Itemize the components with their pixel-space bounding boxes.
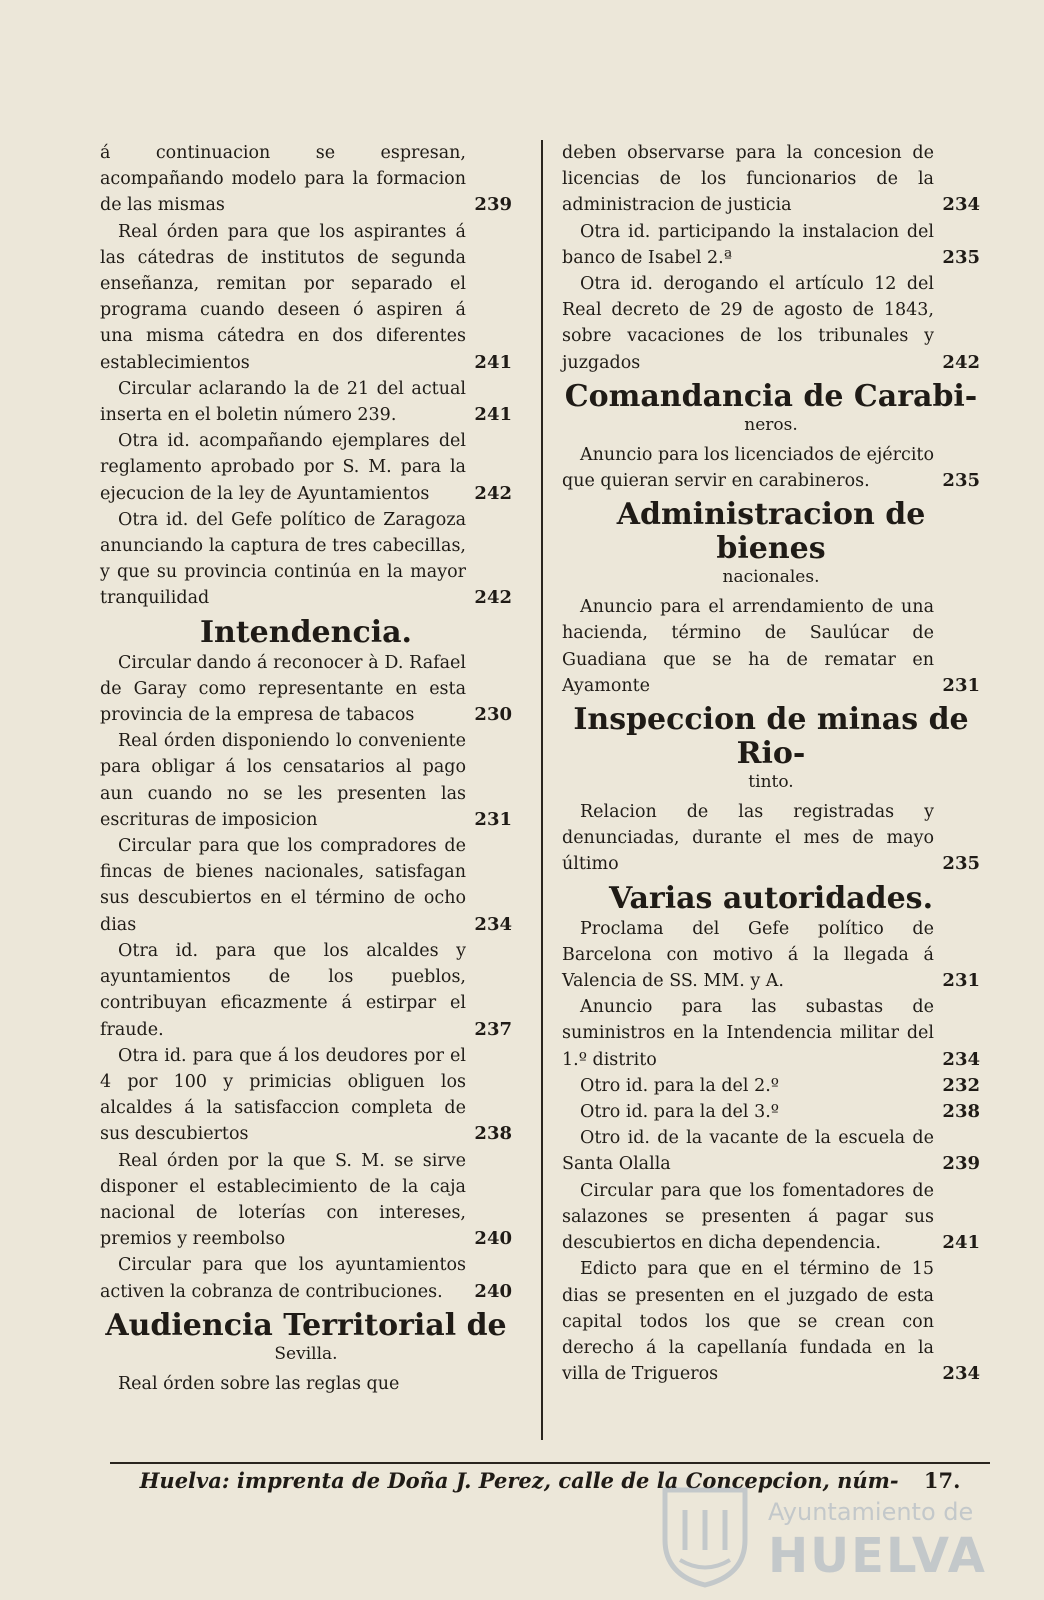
index-entry	[562, 594, 980, 699]
page-reference: 235	[942, 470, 980, 492]
index-entry	[562, 140, 980, 219]
page-reference: 234	[942, 1363, 980, 1385]
page-reference: 240	[474, 1280, 512, 1302]
entry-text: Real órden por la que S. M. se sirve disponer el establecimiento de la caja nacional de loterías con intereses, premios y reembolso	[100, 1150, 466, 1250]
page-reference: 242	[474, 482, 512, 504]
entry-text: Circular para que los compradores de fincas de bienes nacionales, satisfagan sus descubiertos en el término de ocho dias	[100, 836, 466, 935]
page-reference: 242	[942, 351, 980, 373]
index-entry	[562, 799, 980, 878]
left-column	[100, 140, 512, 1397]
page-reference: 241	[474, 404, 512, 426]
page-reference: 231	[942, 970, 980, 992]
section-heading: Varias autoridades.	[608, 880, 934, 916]
page-reference: 231	[942, 674, 980, 696]
index-entry	[562, 1125, 980, 1177]
city-shield-icon	[650, 1480, 760, 1590]
section-heading: Inspeccion de minas de Rio-	[573, 702, 969, 772]
index-entry	[562, 994, 980, 1073]
page-reference: 235	[942, 853, 980, 875]
index-entry	[100, 376, 512, 428]
index-entry	[562, 1099, 980, 1125]
index-entry	[100, 833, 512, 938]
entry-text: Otra id. derogando el artículo 12 del Real decreto de 29 de agosto de 1843, sobre vacaciones de los tribunales y juzgados	[562, 274, 934, 373]
entry-text: Otra id. acompañando ejemplares del reglamento aprobado por S. M. para la ejecucion de la ley de Ayuntamientos	[100, 431, 466, 504]
index-entry	[100, 507, 512, 612]
archive-watermark	[650, 1480, 990, 1590]
entry-text: á continuacion se espresan, acompañando modelo para la formacion de las mismas	[100, 143, 466, 216]
entry-text: Otra id. para que á los deudores por el 4 por 100 y primicias obliguen los alcaldes á la satisfaccion completa de sus descubiertos	[100, 1045, 466, 1145]
entry-text: Otro id. para la del 3.º	[580, 1102, 780, 1123]
entry-text: deben observarse para la concesion de licencias de los funcionarios de la administracion de justicia	[562, 143, 934, 216]
section-subheading: tinto.	[748, 772, 794, 793]
entry-text: Anuncio para los licenciados de ejército que quieran servir en carabineros.	[562, 444, 934, 492]
section-heading: Administracion de bienes	[616, 497, 926, 567]
entry-text: Relacion de las registradas y denunciadas, durante el mes de mayo último	[562, 802, 934, 875]
page-reference: 234	[942, 194, 980, 216]
imprint-text: Huelva: imprenta de Doña J. Perez, calle de la Concepcion, núm-	[139, 1468, 899, 1493]
entry-text: Real órden para que los aspirantes á las cátedras de institutos de segunda enseñanza, remitan por separado el programa cuando deseen ó aspiren á una misma cátedra en dos diferentes establecimientos	[100, 221, 466, 373]
index-entry	[100, 1371, 512, 1397]
page-reference: 239	[474, 194, 512, 216]
index-entry	[100, 650, 512, 729]
page-reference: 238	[474, 1123, 512, 1145]
section-subheading: Sevilla.	[274, 1343, 338, 1364]
page-reference: 232	[942, 1074, 980, 1096]
entry-text: Circular para que los fomentadores de salazones se presenten á pagar sus descubiertos en dicha dependencia.	[562, 1180, 934, 1254]
index-entry	[100, 728, 512, 833]
page-reference: 230	[474, 704, 512, 726]
entry-text: Real órden sobre las reglas que	[118, 1373, 400, 1394]
page-reference: 234	[474, 913, 512, 935]
page-reference: 242	[474, 587, 512, 609]
page-reference: 237	[474, 1018, 512, 1040]
entry-text: Anuncio para las subastas de suministros en la Intendencia militar del 1.º distrito	[562, 997, 934, 1070]
entry-text: Otro id. de la vacante de la escuela de Santa Olalla	[562, 1128, 934, 1175]
column-divider	[541, 140, 543, 1440]
entry-text: Otra id. del Gefe político de Zaragoza anunciando la captura de tres cabecillas, y que su provincia continúa en la mayor tranquilidad	[100, 509, 466, 609]
index-entry	[562, 1073, 980, 1099]
page-reference: 240	[474, 1228, 512, 1250]
page-reference: 241	[474, 351, 512, 373]
right-column	[562, 140, 980, 1387]
entry-text: Otra id. para que los alcaldes y ayuntamientos de los pueblos, contribuyan eficazmente á estirpar el fraude.	[100, 940, 466, 1040]
page-reference: 241	[942, 1232, 980, 1254]
entry-text: Circular aclarando la de 21 del actual inserta en el boletin número 239.	[100, 378, 466, 426]
section-heading: Intendencia.	[199, 614, 413, 650]
page-reference: 235	[942, 246, 980, 268]
index-entry	[562, 1178, 980, 1257]
section-heading: Comandancia de Carabi-	[564, 378, 978, 414]
entry-text: Edicto para que en el término de 15 dias se presenten en el juzgado de esta capital todos los que se crean con derecho á la capellanía fundada en la villa de Trigueros	[562, 1259, 934, 1385]
index-entry	[100, 1148, 512, 1253]
watermark-line2: HUELVA	[768, 1528, 987, 1584]
page-reference: 234	[942, 1048, 980, 1070]
index-entry	[100, 219, 512, 376]
entry-text: Circular para que los ayuntamientos activen la cobranza de contribuciones.	[100, 1255, 466, 1302]
index-entry	[562, 1256, 980, 1387]
entry-text: Otro id. para la del 2.º	[580, 1075, 780, 1096]
index-entry	[100, 1043, 512, 1148]
index-entry	[562, 916, 980, 995]
index-entry	[562, 219, 980, 271]
index-entry	[100, 1252, 512, 1304]
index-entry	[100, 938, 512, 1043]
section-subheading: nacionales.	[722, 567, 820, 588]
index-entry	[100, 428, 512, 507]
page-reference: 239	[942, 1153, 980, 1175]
page-reference: 231	[474, 808, 512, 830]
entry-text: Circular dando á reconocer à D. Rafael de Garay como representante en esta provincia de la empresa de tabacos	[100, 652, 466, 726]
entry-text: Proclama del Gefe político de Barcelona con motivo á la llegada á Valencia de SS. MM. y A.	[562, 918, 934, 992]
page-reference: 238	[942, 1101, 980, 1123]
entry-text: Real órden disponiendo lo conveniente para obligar á los censatarios al pago aun cuando no se les presenten las escrituras de imposicion	[100, 731, 466, 830]
entry-text: Anuncio para el arrendamiento de una hacienda, término de Saulúcar de Guadiana que se ha de rematar en Ayamonte	[562, 597, 934, 696]
entry-text: Otra id. participando la instalacion del banco de Isabel 2.ª	[562, 221, 934, 268]
index-entry	[100, 140, 512, 219]
index-entry	[562, 271, 980, 376]
section-subheading: neros.	[744, 414, 798, 435]
section-heading: Audiencia Territorial de	[105, 1307, 507, 1343]
issue-number: 17.	[923, 1468, 961, 1493]
watermark-line1: Ayuntamiento de	[768, 1498, 974, 1526]
index-entry	[562, 442, 980, 494]
